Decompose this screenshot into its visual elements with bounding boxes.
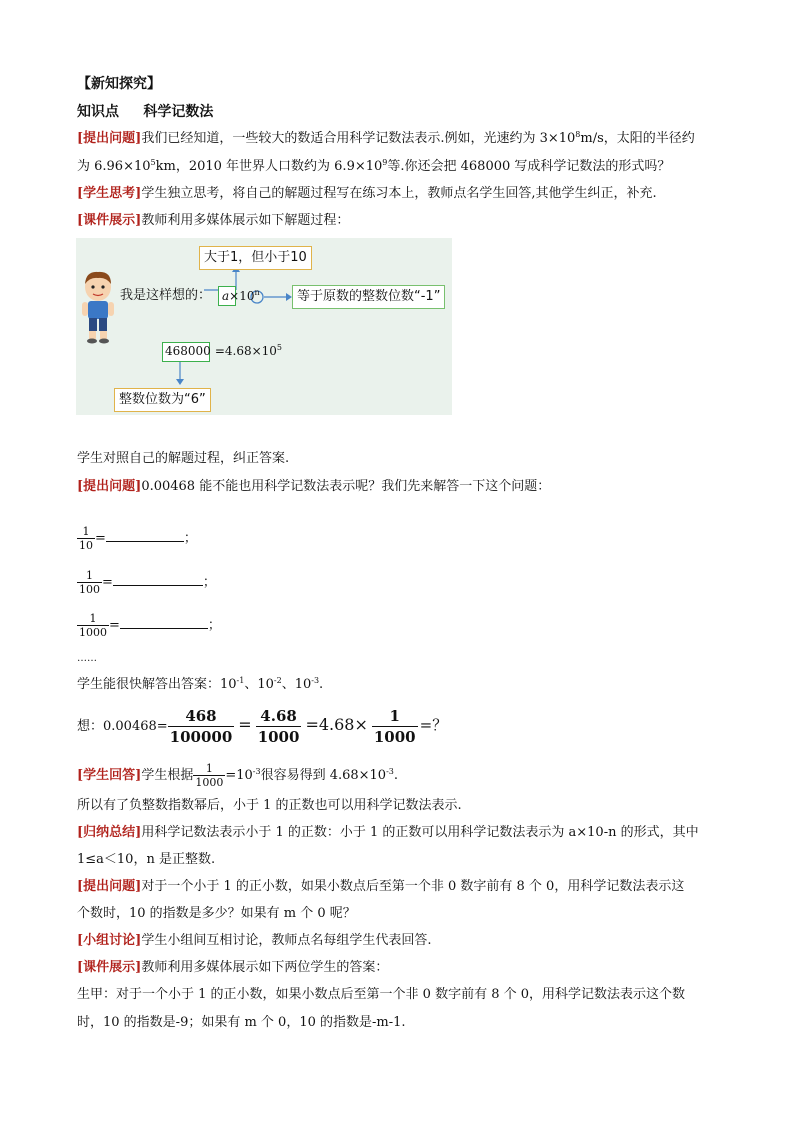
fraction-1-num: 1 (82, 525, 90, 538)
figure-equals-sup: 5 (276, 343, 283, 352)
paragraph-14-line-2: 时，10 的指数是-9；如果有 m 个 0，10 的指数是-m-1. (77, 1015, 406, 1030)
p8-num: 1 (205, 762, 213, 775)
box-integer-digits-six: 整数位数为“6” (114, 388, 211, 412)
tag-raise-question-2: [提出问题] (77, 479, 142, 494)
ellipsis: …… (77, 653, 97, 664)
fraction-2-num: 1 (86, 569, 93, 582)
paragraph-3 (77, 212, 349, 230)
fraction-3 (77, 612, 109, 639)
tag-raise-question-3: [提出问题] (77, 879, 142, 894)
tag-group-discuss: [小组讨论] (77, 933, 142, 948)
paragraph-14-line-1: 生甲：对于一个小于 1 的正小数，如果小数点后至第一个非 0 数字前有 8 个 0，用科学记数法表示这个数 (77, 987, 686, 1002)
eq-f1-num: 468 (185, 707, 217, 725)
p8-sup2: -3 (386, 767, 394, 776)
p6-a: 学生能很快解答出答案：10 (77, 677, 237, 692)
fraction-3-den: 1000 (79, 626, 107, 639)
p10-a: 用科学记数法表示小于 1 的正数：小于 1 的正数可以用科学记数法表示为 a×10-n 的形式，其中 (141, 825, 699, 840)
formula-sup: n (254, 288, 260, 297)
fraction-1-eq: = (95, 531, 106, 546)
eq-f3-den: 1000 (373, 728, 416, 746)
p6-b: 、10 (244, 677, 274, 692)
p7-prefix: 想：0.00468= (77, 719, 168, 734)
tag-student-answer: [学生回答] (77, 768, 142, 783)
paragraph-6 (77, 676, 323, 694)
p8-b: =10 (225, 768, 253, 783)
p6-d: . (319, 677, 324, 692)
eq-1: = (238, 715, 252, 734)
paragraph-7-equation (77, 706, 447, 747)
eq-f2-num: 4.68 (260, 707, 297, 725)
p1-sup-d: 9 (382, 158, 388, 167)
fraction-1-den: 10 (79, 539, 93, 552)
p1-sup-a: 8 (575, 130, 581, 139)
p8-fraction (193, 762, 225, 789)
fraction-blank-2 (77, 569, 216, 596)
tag-raise-question: [提出问题] (77, 131, 142, 146)
fraction-3-num: 1 (89, 612, 97, 625)
p6-c: 、10 (281, 677, 312, 692)
fraction-blank-3 (77, 612, 221, 639)
paragraph-10-line-1 (77, 824, 699, 842)
p13-text: 教师利用多媒体展示如下两位学生的答案： (141, 960, 389, 975)
answer-blank-3[interactable] (120, 618, 208, 629)
formula-a: a (222, 289, 230, 303)
figure-formula (222, 287, 260, 305)
p8-a: 学生根据 (141, 768, 194, 783)
figure-equals: =4.68×10 (214, 344, 277, 358)
paragraph-13 (77, 959, 388, 977)
tag-student-think: [学生思考] (77, 186, 142, 201)
p8-d: . (393, 768, 399, 783)
box-integer-digits-minus-one: 等于原数的整数位数“-1” (292, 285, 445, 309)
eq-fraction-3 (372, 706, 418, 747)
section-name: 科学记数法 (143, 104, 214, 120)
p8-den: 1000 (195, 776, 224, 789)
section-label: 知识点 (77, 104, 119, 120)
paragraph-11-line-2: 个数时，10 的指数是多少？如果有 m 个 0 呢？ (77, 906, 356, 921)
paragraph-12 (77, 932, 431, 950)
fraction-blank-1 (77, 525, 197, 552)
answer-blank-2[interactable] (113, 575, 203, 586)
eq-f1-den: 100000 (169, 728, 233, 746)
formula-rest: ×10 (229, 289, 255, 303)
figure-equation (165, 342, 282, 360)
paragraph-5 (77, 478, 550, 496)
student-cartoon-icon (78, 268, 118, 348)
fraction-2-end: ； (202, 575, 216, 590)
p8-sup: -3 (252, 767, 261, 776)
paragraph-1-line-1 (77, 130, 695, 148)
p3-text: 教师利用多媒体展示如下解题过程： (141, 213, 350, 228)
p11-a: 对于一个小于 1 的正小数，如果小数点后至第一个非 0 数字前有 8 个 0，用科学记数法表示这 (141, 879, 685, 894)
p6-s3: -3 (311, 676, 320, 685)
figure-number: 468000 (165, 344, 211, 358)
fraction-3-end: ； (207, 618, 221, 633)
p1-text-a: 我们已经知道，一些较大的数适合用科学记数法表示.例如，光速约为 3×10 (141, 131, 576, 146)
eq-2: =4.68× (305, 715, 368, 734)
p6-s2: -2 (273, 676, 282, 685)
solution-figure (76, 238, 452, 415)
p5-text: 0.00468 能不能也用科学记数法表示呢？我们先来解答一下这个问题： (141, 479, 551, 494)
section-title (77, 103, 213, 121)
arrow-head-down (176, 379, 184, 385)
tag-courseware: [课件展示] (77, 213, 142, 228)
eq-suffix: =？ (419, 716, 448, 734)
fraction-2-den: 100 (79, 583, 100, 596)
paragraph-10-line-2: 1≤a＜10，n 是正整数. (77, 852, 216, 867)
paragraph-2 (77, 185, 657, 203)
figure-thinking-label: 我是这样想的： (120, 288, 212, 303)
tag-summary: [归纳总结] (77, 825, 142, 840)
eq-fraction-1 (168, 706, 235, 747)
paragraph-1-line-2 (77, 158, 670, 176)
p1-text-d: km，2010 年世界人口数约为 6.9×10 (155, 159, 383, 174)
p1-text-c: 为 6.96×10 (77, 159, 151, 174)
fraction-1 (77, 525, 95, 552)
p8-c: 很容易得到 4.68×10 (260, 768, 387, 783)
paragraph-9: 所以有了负整数指数幂后，小于 1 的正数也可以用科学记数法表示. (77, 798, 462, 813)
answer-blank-1[interactable] (106, 531, 184, 542)
fraction-2 (77, 569, 102, 596)
paragraph-4: 学生对照自己的解题过程，纠正答案. (77, 451, 290, 466)
paragraph-8 (77, 762, 398, 789)
paragraph-11-line-1 (77, 878, 684, 896)
fraction-1-end: ； (183, 531, 197, 546)
p12-text: 学生小组间互相讨论，教师点名每组学生代表回答. (141, 933, 432, 948)
p6-s1: -1 (236, 676, 245, 685)
eq-fraction-2 (256, 706, 302, 747)
p1-text-b: m/s，太阳的半径约 (580, 131, 695, 146)
fraction-2-eq: = (102, 575, 113, 590)
heading: 【新知探究】 (77, 76, 161, 92)
eq-f3-num: 1 (389, 707, 400, 725)
p1-text-e: 等.你还会把 468000 写成科学记数法的形式吗？ (387, 159, 671, 174)
p2-text: 学生独立思考，将自己的解题过程写在练习本上，教师点名学生回答,其他学生纠正，补充. (141, 186, 657, 201)
tag-courseware-2: [课件展示] (77, 960, 142, 975)
p1-sup-c: 5 (150, 158, 156, 167)
box-greater-than-one: 大于1，但小于10 (199, 246, 312, 270)
fraction-3-eq: = (109, 618, 120, 633)
eq-f2-den: 1000 (257, 728, 300, 746)
